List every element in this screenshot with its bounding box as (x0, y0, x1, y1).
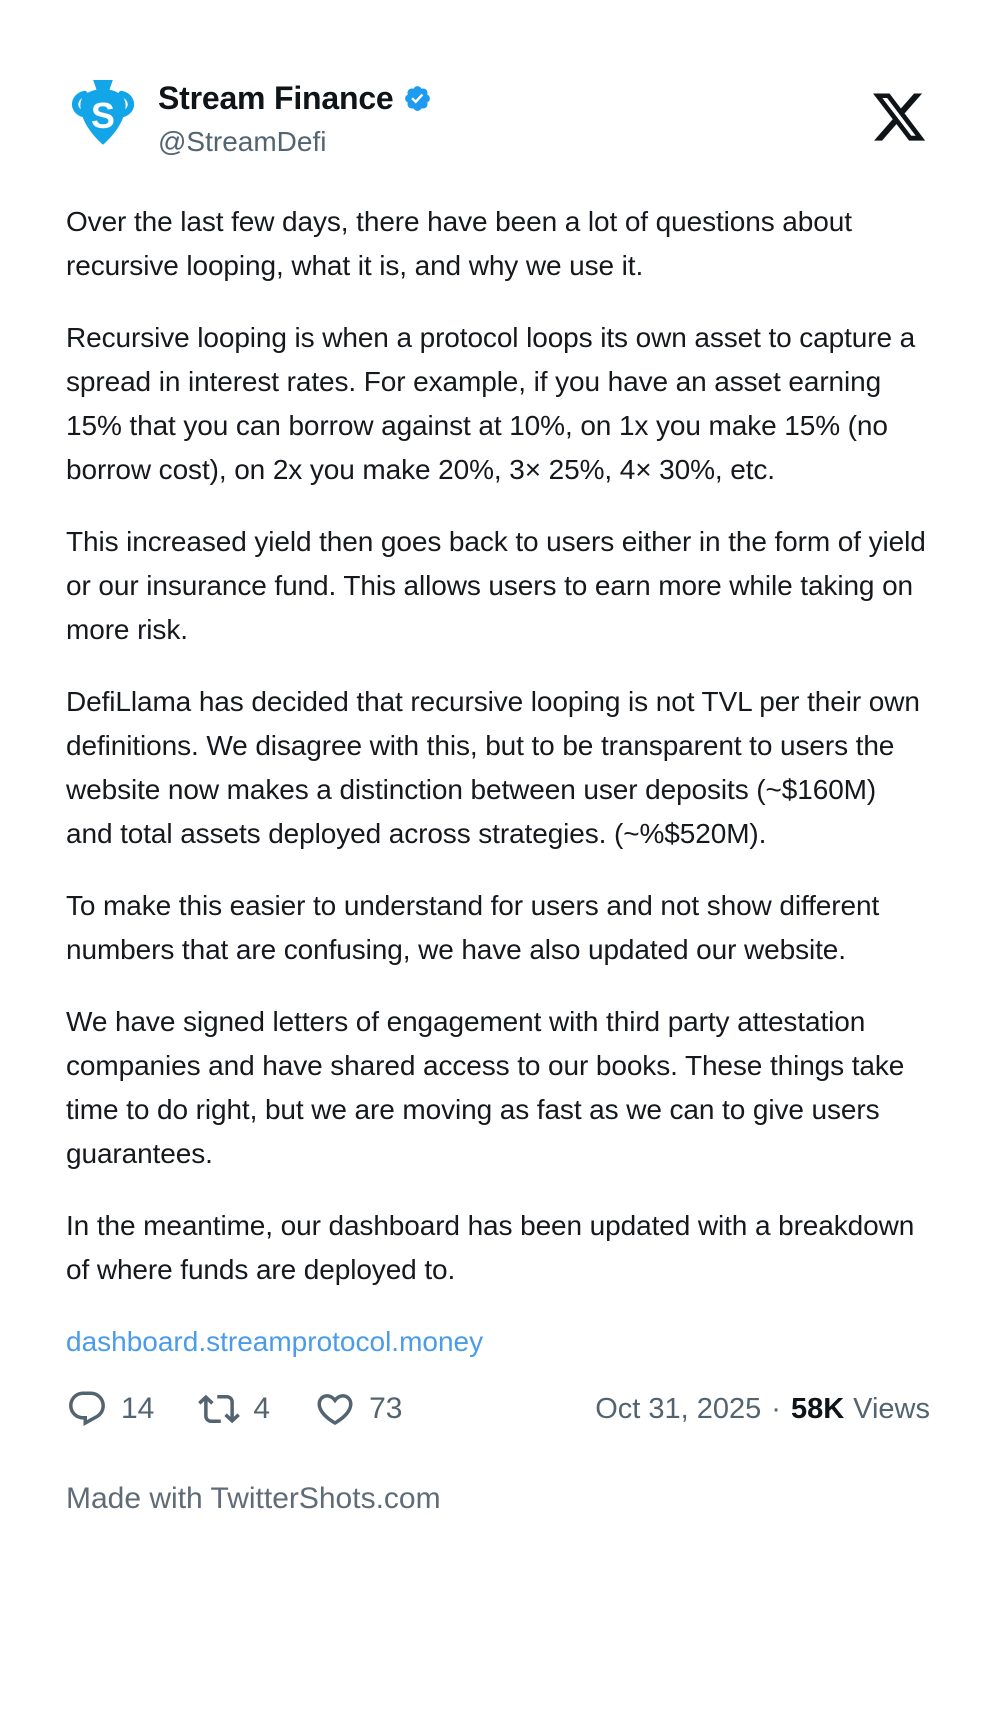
stream-finance-logo-icon (66, 76, 140, 150)
heart-icon (314, 1388, 356, 1430)
watermark: Made with TwitterShots.com (66, 1482, 441, 1515)
like-count: 73 (369, 1392, 403, 1425)
reply-count: 14 (121, 1392, 155, 1425)
reply-icon (66, 1388, 108, 1430)
tweet-paragraph: This increased yield then goes back to users either in the form of yield or our insurance fund. This allows users to earn more while taking on more risk. (66, 526, 926, 645)
engagement-bar (66, 1388, 930, 1430)
retweet-count: 4 (253, 1392, 271, 1425)
svg-text:S: S (91, 96, 115, 137)
tweet-header (66, 76, 930, 158)
x-logo-icon[interactable] (868, 88, 930, 146)
tweet-paragraph: Recursive looping is when a protocol loops its own asset to capture a spread in interest rates. For example, if you have an asset earning 15% that you can borrow against at 10%, on 1x you make 15% (no borrow cost), on 2x you make 20%, 3× 25%, 4× 30%, etc. (66, 322, 916, 485)
tweet-meta (595, 1393, 930, 1426)
display-name[interactable]: Stream Finance (158, 80, 394, 116)
meta-separator: · (771, 1392, 781, 1425)
tweet-paragraph: We have signed letters of engagement with third party attestation companies and have shared access to our books. These things take time to do right, but we are moving as fast as we can to give users guarantees. (66, 1006, 905, 1169)
retweet-icon (198, 1388, 240, 1430)
tweet-date: Oct 31, 2025 (595, 1392, 762, 1425)
tweet-text (66, 200, 930, 1292)
verified-badge-icon (403, 84, 432, 113)
tweet-paragraph: In the meantime, our dashboard has been updated with a breakdown of where funds are deployed to. (66, 1210, 915, 1285)
tweet-paragraph: Over the last few days, there have been a lot of questions about recursive looping, what it is, and why we use it. (66, 206, 852, 281)
views-label: Views (853, 1392, 930, 1425)
retweet-button[interactable] (198, 1388, 270, 1430)
views-count: 58K (790, 1392, 845, 1425)
like-button[interactable] (314, 1388, 402, 1430)
tweet-link[interactable]: dashboard.streamprotocol.money (66, 1326, 484, 1357)
tweet-paragraph: DefiLlama has decided that recursive looping is not TVL per their own definitions. We disagree with this, but to be transparent to users the website now makes a distinction between user deposits (~$160M) and total assets deployed across strategies. (~%$520M). (66, 686, 920, 849)
user-identity (158, 76, 868, 158)
tweet-paragraph: To make this easier to understand for users and not show different numbers that are confusing, we have also updated our website. (66, 890, 880, 965)
avatar[interactable] (66, 76, 140, 150)
reply-button[interactable] (66, 1388, 154, 1430)
user-handle[interactable]: @StreamDefi (158, 126, 327, 157)
